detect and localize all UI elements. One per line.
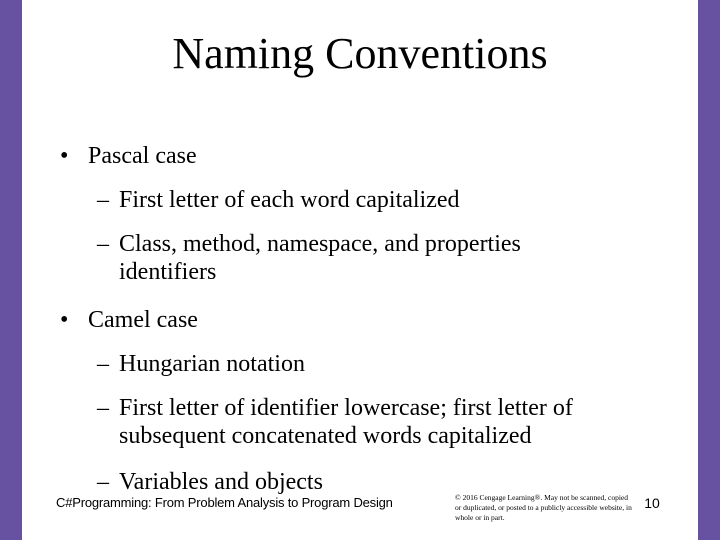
bullet-marker: • bbox=[60, 143, 69, 169]
sub-bullet-text: First letter of identifier lowercase; first letter of subsequent concatenated words capitalized bbox=[119, 395, 573, 449]
dash-marker: – bbox=[97, 395, 109, 421]
sub-bullet-text: Variables and objects bbox=[119, 469, 323, 495]
dash-marker: – bbox=[97, 187, 109, 213]
bullet-text: Camel case bbox=[88, 307, 198, 333]
bullet-text: Pascal case bbox=[88, 143, 197, 169]
sub-bullet-text: Hungarian notation bbox=[119, 351, 305, 377]
left-accent-bar bbox=[0, 0, 22, 540]
sub-bullet-text: First letter of each word capitalized bbox=[119, 187, 460, 213]
dash-marker: – bbox=[97, 469, 109, 495]
right-accent-bar bbox=[698, 0, 720, 540]
page-number: 10 bbox=[644, 495, 660, 511]
slide-title: Naming Conventions bbox=[172, 29, 548, 78]
dash-marker: – bbox=[97, 231, 109, 257]
footer-course-title: C#Programming: From Problem Analysis to Program Design bbox=[56, 495, 393, 510]
dash-marker: – bbox=[97, 351, 109, 377]
bullet-marker: • bbox=[60, 307, 69, 333]
sub-bullet-text: Class, method, namespace, and properties identifiers bbox=[119, 231, 521, 285]
footer-copyright: © 2016 Cengage Learning®. May not be scanned, copied or duplicated, or posted to a publicly accessible website, in whole or in part. bbox=[455, 493, 632, 522]
